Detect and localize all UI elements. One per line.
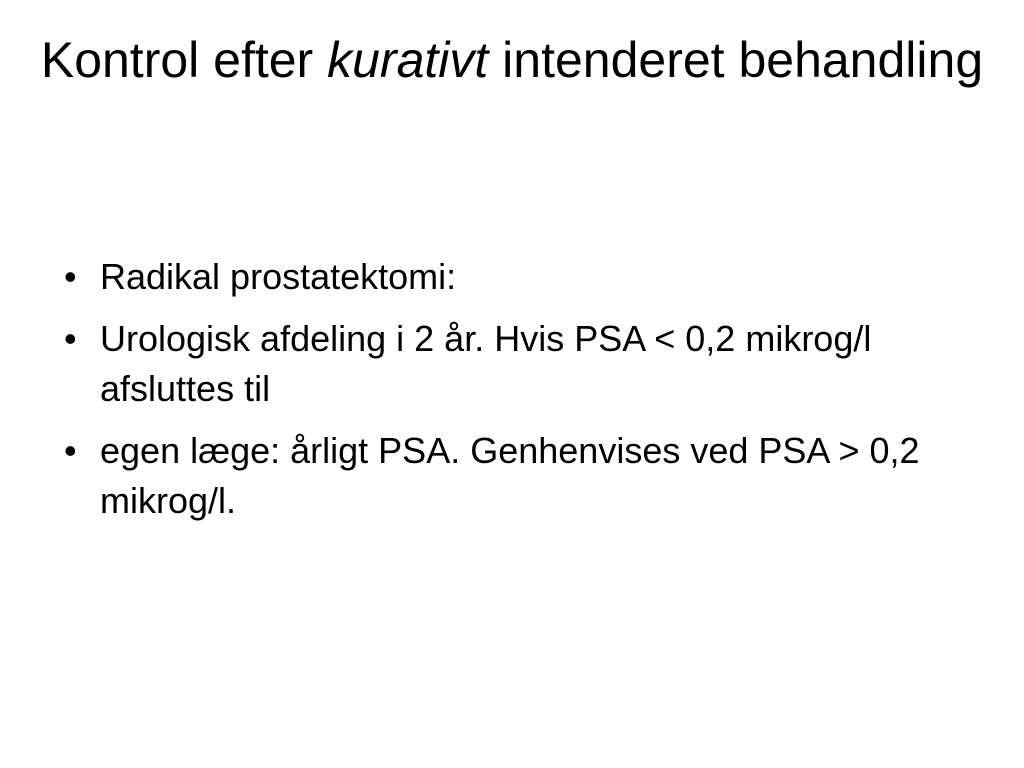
bullet-marker: •	[64, 256, 77, 297]
title-text-start: Kontrol efter	[40, 32, 328, 88]
slide-title	[40, 28, 984, 93]
bullet-item-egen-laege	[56, 426, 956, 526]
bullet-text: Radikal prostatektomi:	[100, 256, 457, 297]
bullet-marker: •	[64, 318, 77, 359]
bullet-text: Urologisk afdeling i 2 år. Hvis PSA < 0,2 mikrog/l afsluttes til	[100, 318, 872, 409]
bullet-item-urologisk-afdeling	[56, 314, 956, 414]
title-text-end: intenderet behandling	[488, 32, 984, 88]
bullet-item-radikal-prostatektomi	[56, 252, 956, 302]
bullet-list	[56, 252, 956, 538]
title-emphasis: kurativt	[327, 32, 489, 88]
bullet-marker: •	[64, 430, 77, 471]
bullet-text: egen læge: årligt PSA. Genhenvises ved PSA > 0,2 mikrog/l.	[100, 430, 920, 521]
